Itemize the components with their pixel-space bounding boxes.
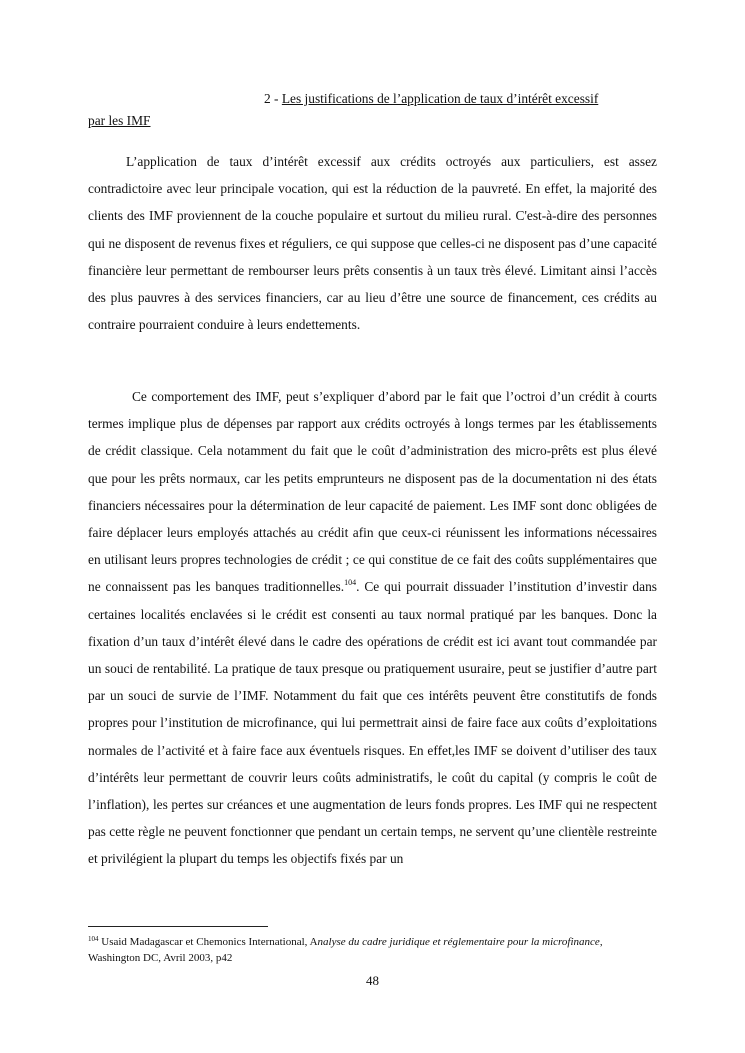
footnote-separator bbox=[88, 926, 268, 927]
heading-title-line2: par les IMF bbox=[88, 113, 151, 128]
body-paragraph-2 bbox=[88, 383, 657, 873]
footnote-title: nalyse du cadre juridique et réglementaire pour la microfinance bbox=[317, 936, 600, 948]
footnote-number: 104 bbox=[88, 935, 99, 943]
page-number: 48 bbox=[366, 973, 379, 988]
footnote-source: , Washington DC, Avril 2003, p42 bbox=[88, 936, 603, 964]
body-paragraph-1: L’application de taux d’intérêt excessif aux crédits octroyés aux particuliers, est assez contradictoire avec leur principale vocation, qui est la réduction de la pauvreté. En effet, la majorité des clients des IMF proviennent de la couche populaire et surtout du milieu rural. C'est-à-dire des personnes qui ne disposent de revenus fixes et réguliers, ce qui suppose que celles-ci ne disposent pas d’une capacité financière leur permettant de rembourser leurs prêts consentis à un taux très élevé. Limitant ainsi l’accès des plus pauvres à des services financiers, car au lieu d’être une source de financement, ces crédits au contraire pourraient conduire à leurs endettements. bbox=[88, 154, 657, 333]
paragraph-2-text-a: Ce comportement des IMF, peut s’expliquer d’abord par le fait que l’octroi d’un crédit à courts termes implique plus de dépenses par rapport aux crédits octroyés à longs termes par les établissements de crédit classique. Cela notamment du fait que le coût d’administration des micro-prêts est plus élevé que pour les prêts normaux, car les petits emprunteurs ne disposent pas de la documentation ni des états financiers nécessaires pour la détermination de leur capacité de paiement. Les IMF sont donc obligées de faire déplacer leurs employés attachés au crédit afin que ceux-ci réunissent les informations nécessaires en utilisant leurs propres technologies de crédit ; ce qui constitue de ce fait des coûts supplémentaires que ne connaissent pas les banques traditionnelles. bbox=[88, 389, 657, 595]
heading-title-line1: Les justifications de l’application de taux d’intérêt excessif bbox=[281, 91, 599, 106]
footnote bbox=[88, 934, 648, 966]
footnote-reference: 104 bbox=[344, 578, 357, 588]
heading-number: 2 - bbox=[264, 91, 282, 106]
paragraph-2-text-b: . Ce qui pourrait dissuader l’institution d’investir dans certaines localités enclavées si le crédit est consenti au taux normal pratiqué par les banques. Donc la fixation d’un taux d’intérêt élevé dans le cadre des opérations de crédit est ici avant tout commandée par un souci de rentabilité. La pratique de taux presque ou pratiquement usuraire, peut se justifier d’autre part par un souci de survie de l’IMF. Notamment du fait que ces intérêts peuvent être constitutifs de fonds propres pour l’institution de microfinance, qui lui permettrait ainsi de faire face aux coûts d’exploitations normales de l’activité et à faire face aux éventuels risques. En effet,les IMF se doivent d’utiliser des taux d’intérêts leur permettant de couvrir leurs coûts administratifs, le coût du capital (y compris le coût de l’inflation), les pertes sur créances et une augmentation de leurs fonds propres. Les IMF qui ne respectent pas cette règle ne peuvent fonctionner que pendant un certain temps, ne servent qu’une clientèle restreinte et privilégient la plupart du temps les objectifs fixés par un bbox=[88, 579, 657, 867]
footnote-text: Usaid Madagascar et Chemonics International, A bbox=[98, 936, 318, 948]
section-heading bbox=[88, 88, 658, 132]
